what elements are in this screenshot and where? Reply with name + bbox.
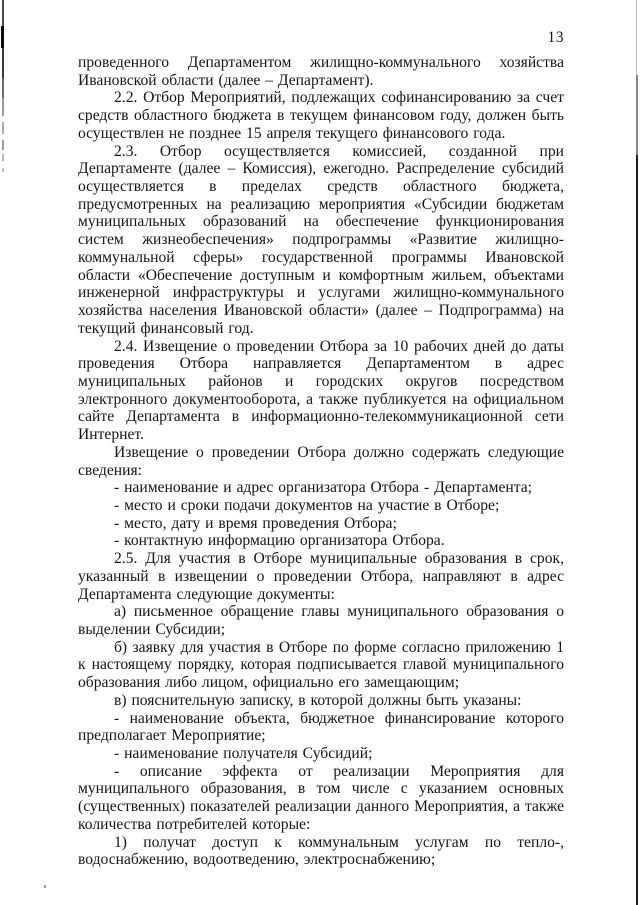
scan-artifact-left-line [2, 122, 4, 134]
scan-artifact-left-line [2, 168, 4, 172]
paragraph-2: 2.2. Отбор Мероприятий, подлежащих софинансированию за счет средств областного бюджета в текущем финансовом году, должен быть осуществлен не позднее 15 апреля текущего финансового года. [78, 89, 564, 142]
page-number: 13 [547, 29, 564, 46]
paragraph-9: - контактную информацию организатора Отбора. [114, 532, 445, 550]
paragraph-11: а) письменное обращение главы муниципального образования о выделении Субсидии; [78, 603, 564, 638]
scan-speck [44, 885, 46, 888]
paragraph-12: б) заявку для участия в Отборе по форме согласно приложению 1 к настоящему порядку, которая подписывается главой муниципального образования либо лицом, официально его замещающим; [78, 638, 564, 692]
scan-artifact-left-line [2, 48, 4, 78]
paragraph-10: 2.5. Для участия в Отборе муниципальные образования в срок, указанный в извещении о проведении Отбора, направляют в адрес Департамента следующие документы: [78, 550, 564, 603]
scan-artifact-right-line [636, 75, 638, 155]
paragraph-7: - место и сроки подачи документов на участие в Отборе; [114, 496, 500, 514]
scan-artifact-left-line [2, 78, 4, 98]
document-body [78, 54, 564, 869]
scan-artifact-right-line [636, 0, 637, 75]
paragraph-4: 2.4. Извещение о проведении Отбора за 10 рабочих дней до даты проведения Отбора направляется Департаментом в адрес муниципальных районов и городских округов посредством электронного документооборота, а также публикуется на официальном сайте Департамента в информационно-телекоммуникационной сети Интернет. [78, 337, 564, 444]
scan-artifact-left-line [2, 0, 4, 26]
scan-artifact-right-line [636, 155, 638, 905]
paragraph-6: - наименование и адрес организатора Отбора - Департамента; [114, 479, 532, 497]
paragraph-15: - наименование получателя Субсидий; [114, 745, 373, 763]
paragraph-1: проведенного Департаментом жилищно-коммунального хозяйства Ивановской области (далее – Департамент). [78, 54, 564, 89]
scan-artifact-left-line [1, 26, 4, 48]
paragraph-13: в) пояснительную записку, в которой должны быть указаны: [114, 691, 522, 709]
paragraph-14: - наименование объекта, бюджетное финансирование которого предполагает Мероприятие; [78, 709, 564, 745]
paragraph-3: 2.3. Отбор осуществляется комиссией, созданной при Департаменте (далее – Комиссия), ежегодно. Распределение субсидий осуществляется в пределах средств областного бюджета, предусмотренных на реализацию мероприятия «Субсидии бюджетам муниципальных образований на обеспечение функционирования систем жизнеобеспечения» подпрограммы «Развитие жилищно-коммунальной сферы» государственной программы Ивановской области «Обеспечение доступным и комфортным жильем, объектами инженерной инфраструктуры и услугами жилищно-коммунального хозяйства населения Ивановской области» (далее – Подпрограмма) на текущий финансовый год. [78, 142, 564, 337]
scan-artifact-left-line [2, 98, 4, 116]
paragraph-16: - описание эффекта от реализации Мероприятия для муниципального образования, в том числе с указанием основных (существенных) показателей реализации данного Мероприятия, а также количества потребителей которые: [78, 762, 564, 833]
paragraph-8: - место, дату и время проведения Отбора; [114, 514, 397, 532]
scan-artifact-left-line [2, 140, 4, 150]
paragraph-17: 1) получат доступ к коммунальным услугам по тепло-, водоснабжению, водоотведению, электроснабжению; [78, 833, 564, 869]
paragraph-5: Извещение о проведении Отбора должно содержать следующие сведения: [78, 443, 564, 479]
scan-artifact-left-line [2, 154, 4, 161]
